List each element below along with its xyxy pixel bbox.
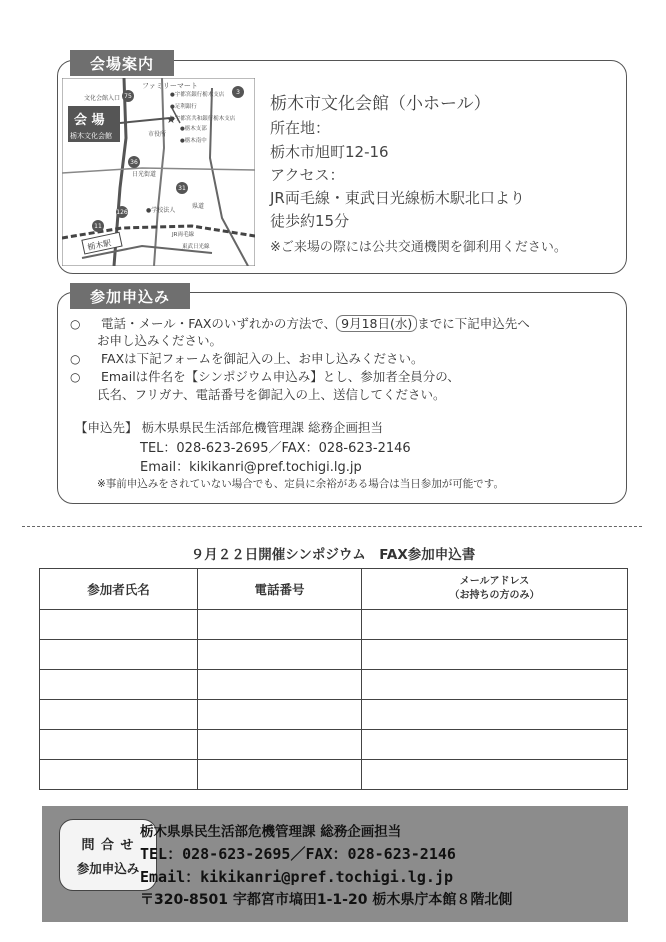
route-31-icon: 31 xyxy=(178,185,186,192)
form-title: ９月２２日開催シンポジウム FAX参加申込書 xyxy=(190,547,476,563)
venue-star-icon: ★ xyxy=(166,113,176,126)
venue-tag: 会場案内 xyxy=(70,50,174,76)
name-cell[interactable] xyxy=(40,700,198,730)
email-cell[interactable] xyxy=(362,760,628,790)
map-label: ●足利銀行 xyxy=(170,104,197,110)
fax-application-table xyxy=(39,568,628,790)
footer-dept: 栃木県県民生活部危機管理課 総務企画担当 xyxy=(140,824,402,840)
map-label: JR両毛線 xyxy=(172,232,194,238)
name-cell[interactable] xyxy=(40,670,198,700)
footer-address: 〒320-8501 宇都宮市塙田1-1-20 栃木県庁本館８階北側 xyxy=(140,892,513,908)
cut-line xyxy=(22,526,642,527)
contact-heading: 【申込先】 栃木県県民生活部危機管理課 総務企画担当 xyxy=(75,420,383,435)
map-label: 県道 xyxy=(192,203,205,210)
apply-item-1: ○ 電話・メール・FAXのいずれかの方法で、 9月18日(水) までに下記申込先へ xyxy=(70,316,530,331)
route-75-icon: 75 xyxy=(124,93,132,100)
name-cell[interactable] xyxy=(40,760,198,790)
table-row xyxy=(40,670,628,700)
contact-tel-fax: TEL：028-623-2695／FAX：028-623-2146 xyxy=(140,441,411,456)
apply-item-3-line2: 氏名、フリガナ、電話番号を御記入の上、送信してください。 xyxy=(97,387,446,402)
map-label: ●宇都宮共和銀行栃木支店 xyxy=(170,116,236,122)
email-cell[interactable] xyxy=(362,700,628,730)
table-row xyxy=(40,610,628,640)
email-cell[interactable] xyxy=(362,670,628,700)
footer-tel-fax: TEL：028-623-2695／FAX：028-623-2146 xyxy=(140,845,456,863)
route-3-icon: 3 xyxy=(236,89,240,96)
venue-note: ※ご来場の際には公共交通機関を御利用ください。 xyxy=(270,240,567,255)
map-venue-label: 会 場 xyxy=(74,113,105,128)
bullet-icon: ○ xyxy=(70,317,81,331)
contact-box: 問 合 せ 参加申込み xyxy=(59,819,157,891)
route-11-icon: 11 xyxy=(94,223,102,230)
name-cell[interactable] xyxy=(40,730,198,760)
col-phone: 電話番号 xyxy=(198,569,362,610)
deadline-date: 9月18日(水) xyxy=(336,315,417,332)
apply-tag: 参加申込み xyxy=(70,283,190,309)
address: 栃木市旭町12-16 xyxy=(270,143,389,161)
route-36-icon: 36 xyxy=(130,159,138,166)
map-label: 日光街道 xyxy=(132,171,157,178)
phone-cell[interactable] xyxy=(198,700,362,730)
phone-cell[interactable] xyxy=(198,610,362,640)
map-label: ●宇都宮銀行栃木支店 xyxy=(170,92,225,98)
email-cell[interactable] xyxy=(362,640,628,670)
phone-cell[interactable] xyxy=(198,670,362,700)
map-venue-sub: 栃木文化会館 xyxy=(70,132,112,140)
contact-email[interactable]: Email：kikikanri@pref.tochigi.lg.jp xyxy=(140,460,362,475)
venue-name: 栃木市文化会館（小ホール） xyxy=(270,94,491,114)
map-station-label: 栃木駅 xyxy=(86,238,113,253)
apply-item-2: ○ FAXは下記フォームを御記入の上、お申し込みください。 xyxy=(70,351,424,366)
map-label: 東武日光線 xyxy=(182,244,210,250)
map-label: ●学校法人 xyxy=(146,207,176,214)
table-row xyxy=(40,730,628,760)
map-label: 市役所 xyxy=(148,131,167,138)
map-label: ●栃木支部 xyxy=(180,126,207,132)
apply-note: ※事前申込みをされていない場合でも、定員に余裕がある場合は当日参加が可能です。 xyxy=(97,478,504,490)
map-label: ファミリーマート xyxy=(142,82,198,90)
phone-cell[interactable] xyxy=(198,760,362,790)
phone-cell[interactable] xyxy=(198,730,362,760)
email-cell[interactable] xyxy=(362,610,628,640)
table-row xyxy=(40,700,628,730)
map-label: 文化会館入口 xyxy=(84,95,121,102)
venue-map xyxy=(62,78,255,266)
col-participant-name: 参加者氏名 xyxy=(40,569,198,610)
name-cell[interactable] xyxy=(40,610,198,640)
access-line-1: JR両毛線・東武日光線栃木駅北口より xyxy=(270,189,525,207)
apply-item-3: ○ Emailは件名を【シンポジウム申込み】とし、参加者全員分の、 xyxy=(70,369,460,384)
address-label: 所在地： xyxy=(270,119,331,137)
col-email: メールアドレス （お持ちの方のみ） xyxy=(362,569,628,610)
email-cell[interactable] xyxy=(362,730,628,760)
phone-cell[interactable] xyxy=(198,640,362,670)
bullet-icon: ○ xyxy=(70,370,81,384)
route-126-icon: 126 xyxy=(116,209,128,216)
table-header-row xyxy=(40,569,628,610)
bullet-icon: ○ xyxy=(70,352,81,366)
name-cell[interactable] xyxy=(40,640,198,670)
footer-email[interactable]: Email：kikikanri@pref.tochigi.lg.jp xyxy=(140,868,454,886)
access-line-2: 徒歩約15分 xyxy=(270,212,350,230)
access-label: アクセス： xyxy=(270,166,345,184)
table-row xyxy=(40,760,628,790)
apply-item-1-line2: お申し込みください。 xyxy=(97,333,223,348)
map-label: ●栃木南中 xyxy=(180,138,207,144)
table-row xyxy=(40,640,628,670)
